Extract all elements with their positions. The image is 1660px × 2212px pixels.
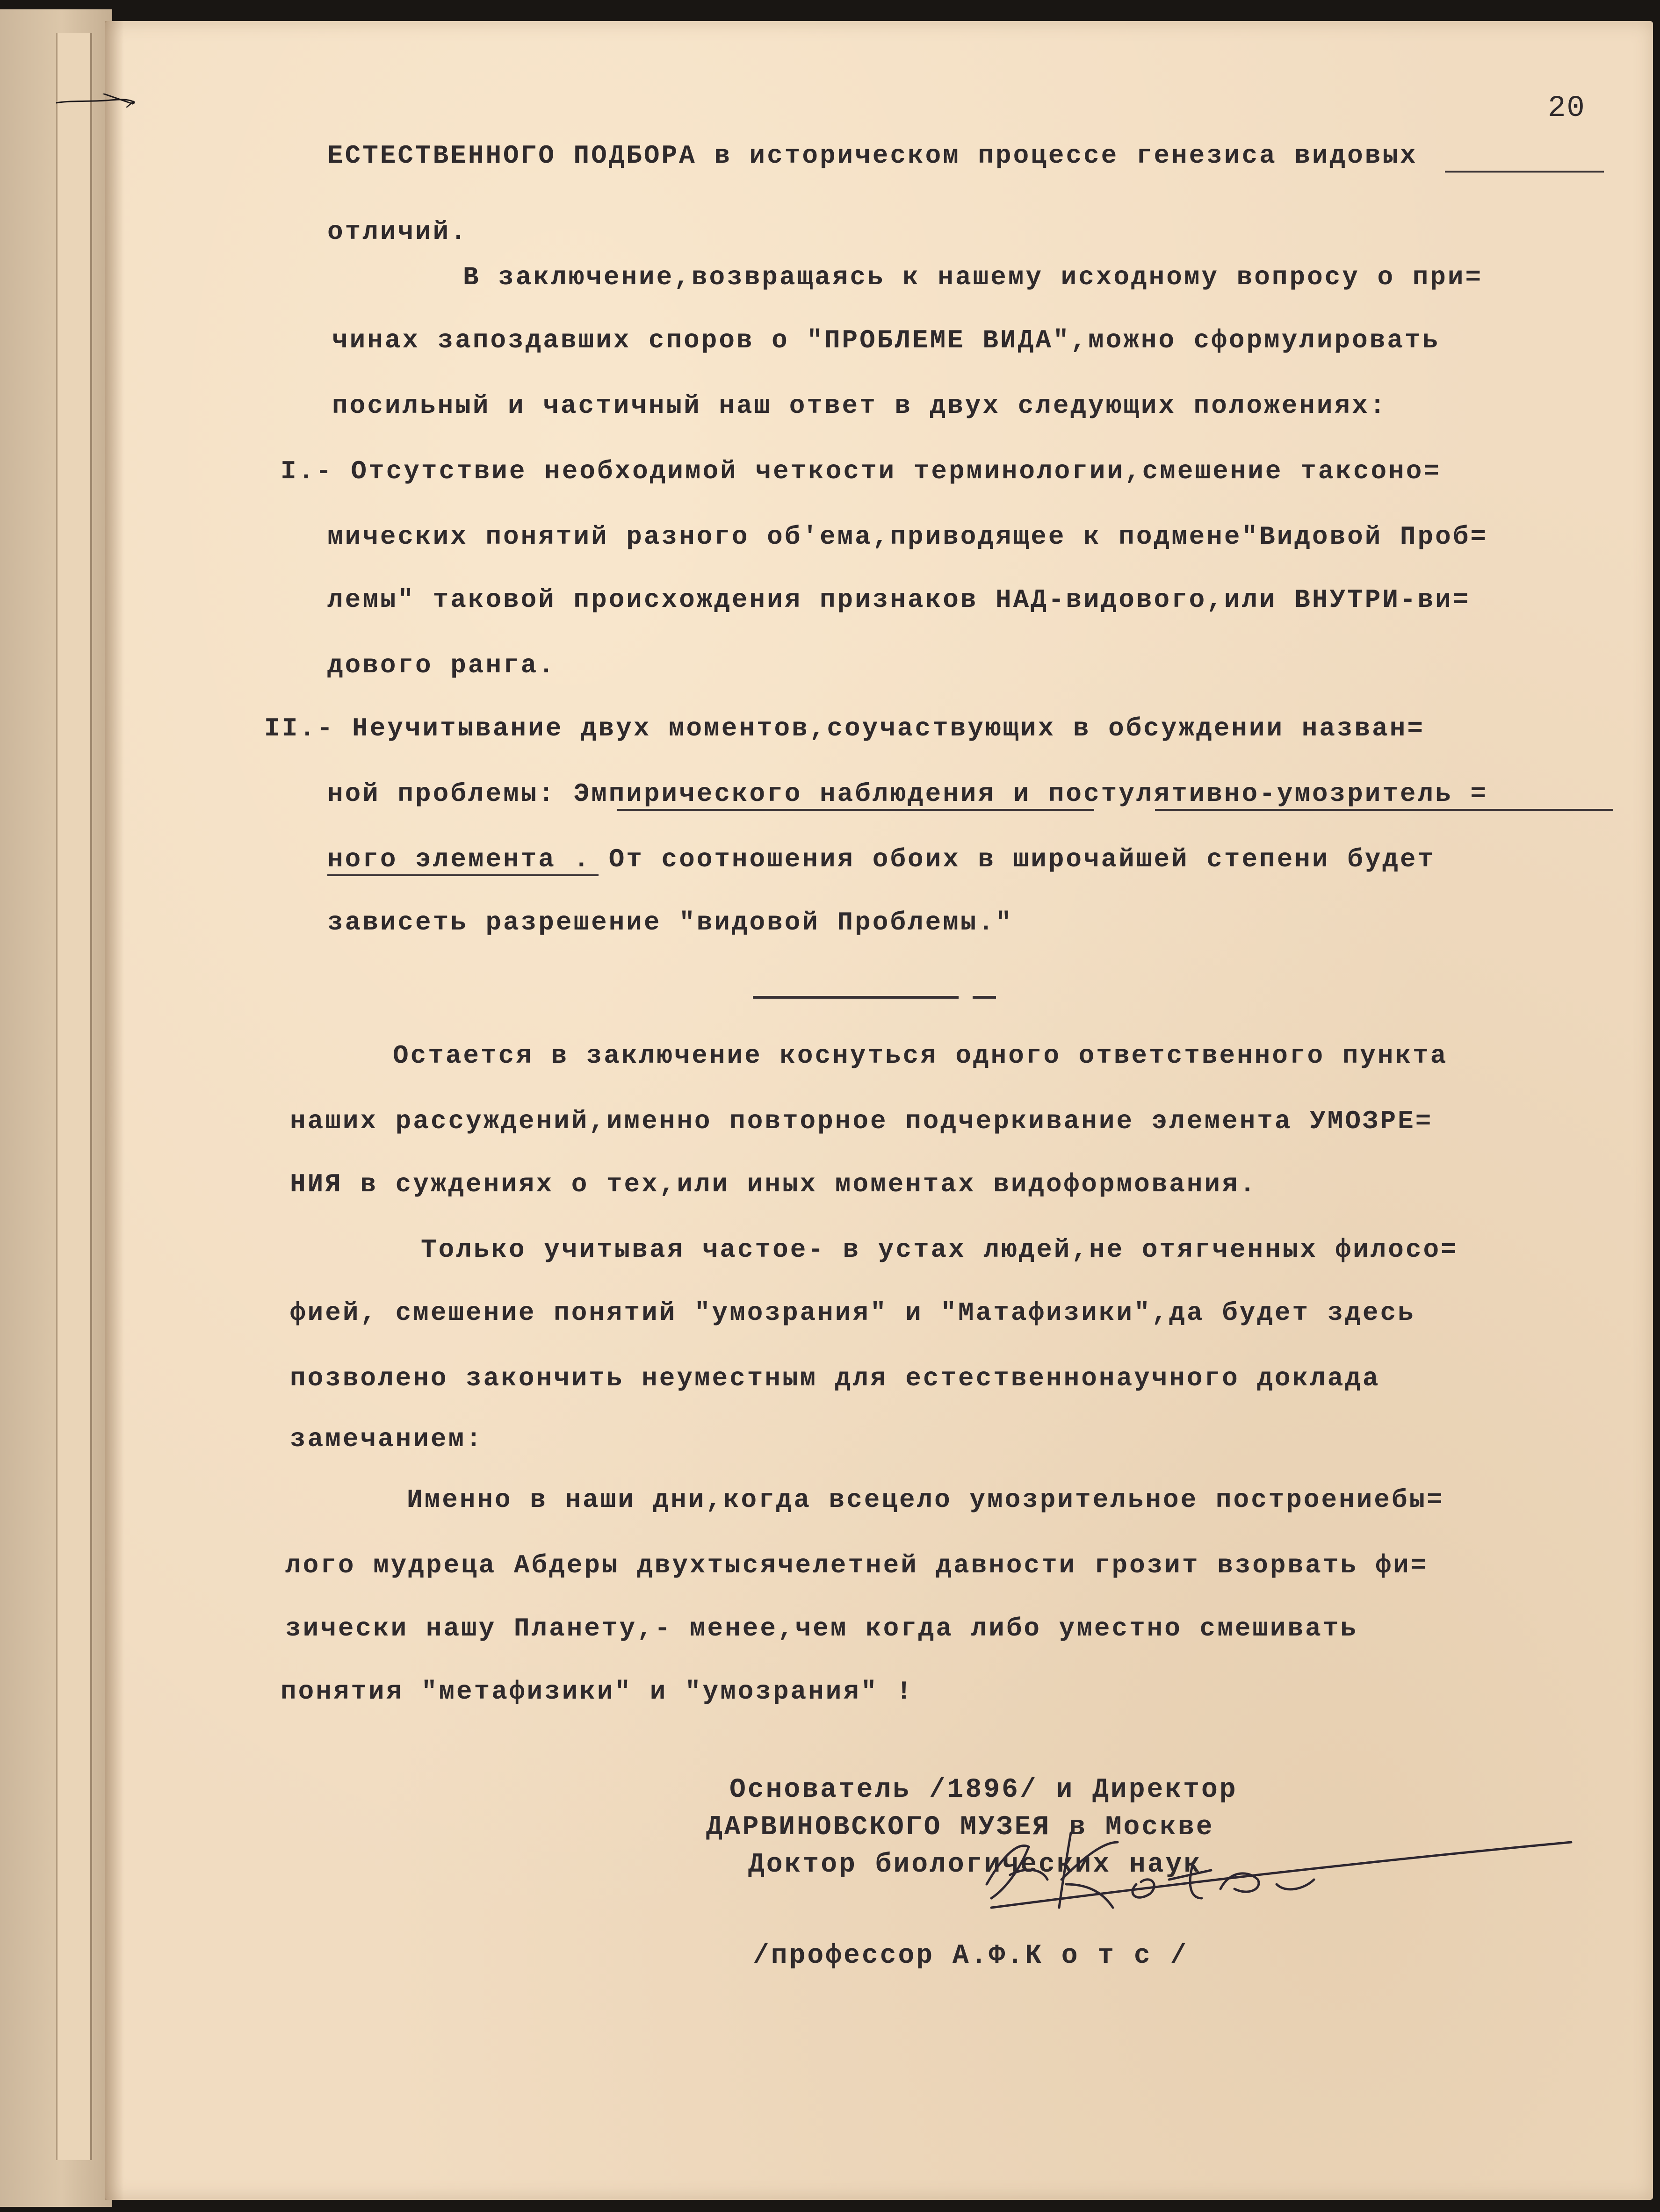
underline [327, 874, 599, 876]
text-line: ной проблемы: Эмпирического наблюдения и постулятивно-умозритель = [327, 779, 1488, 809]
text-line: НИЯ в суждениях о тех,или иных моментах видоформования. [290, 1169, 1257, 1199]
text-line: ЕСТЕСТВЕННОГО ПОДБОРА в историческом процессе генезиса видовых [327, 141, 1418, 171]
text-line: Только учитывая частое- в устах людей,не отягченных филосо= [421, 1235, 1458, 1265]
underline [1155, 809, 1613, 811]
handwritten-signature-icon [949, 1814, 1613, 1954]
text-line: понятия "метафизики" и "умозрания" ! [281, 1677, 914, 1707]
text-line: лого мудреца Абдеры двухтысячелетней давности грозит взорвать фи= [285, 1550, 1429, 1580]
binding-thread-icon [0, 94, 224, 108]
page-binding-shadow [105, 21, 124, 2200]
signature-title-line: ДАРВИНОВСКОГО МУЗЕЯ в Москве [706, 1812, 1214, 1843]
text-line: I.- Отсутствие необходимой четкости терминологии,смешение таксоно= [281, 456, 1441, 486]
text-line: мических понятий разного об'ема,приводящее к подмене"Видовой Проб= [327, 522, 1488, 552]
text-line: Остается в заключение коснуться одного ответственного пункта [393, 1041, 1448, 1071]
text-line: лемы" таковой происхождения признаков НАД-видового,или ВНУТРИ-ви= [327, 585, 1471, 615]
signature-title-line: Доктор биологических наук [748, 1850, 1202, 1880]
text-line: Именно в наши дни,когда всецело умозрительное построениебы= [407, 1485, 1444, 1515]
text-line: II.- Неучитывание двух моментов,соучаствующих в обсуждении назван= [264, 713, 1425, 743]
text-line: В заключение,возвращаясь к нашему исходному вопросу о при= [463, 262, 1483, 292]
text-line: ного элемента . От соотношения обоих в широчайшей степени будет [327, 844, 1436, 874]
page-number: 20 [1548, 92, 1586, 125]
underline [1445, 171, 1604, 173]
text-line: посильный и частичный наш ответ в двух следующих положениях: [332, 391, 1387, 421]
text-line: замечанием: [290, 1424, 484, 1454]
left-page-edge [0, 9, 112, 2207]
underline [617, 809, 1094, 811]
text-line: зически нашу Планету,- менее,чем когда либо уместно смешивать [285, 1614, 1358, 1643]
section-separator [973, 996, 996, 999]
signature-title-line: Основатель /1896/ и Директор [729, 1775, 1238, 1805]
signature-name-line: /профессор А.Ф.К о т с / [753, 1941, 1189, 1971]
text-line: дового ранга. [327, 650, 556, 680]
left-page-inner-edge [56, 33, 92, 2160]
text-line: отличий. [327, 217, 468, 247]
text-line: фией, смешение понятий "умозрания" и "Матафизики",да будет здесь [290, 1298, 1415, 1328]
section-separator [753, 996, 959, 999]
text-line: наших рассуждений,именно повторное подчеркивание элемента УМОЗРЕ= [290, 1106, 1433, 1136]
text-line: чинах запоздавших споров о "ПРОБЛЕМЕ ВИДА",можно сформулировать [332, 325, 1440, 355]
text-line: зависеть разрешение "видовой Проблемы." [327, 908, 1013, 937]
text-line: позволено закончить неуместным для естественнонаучного доклада [290, 1363, 1380, 1393]
